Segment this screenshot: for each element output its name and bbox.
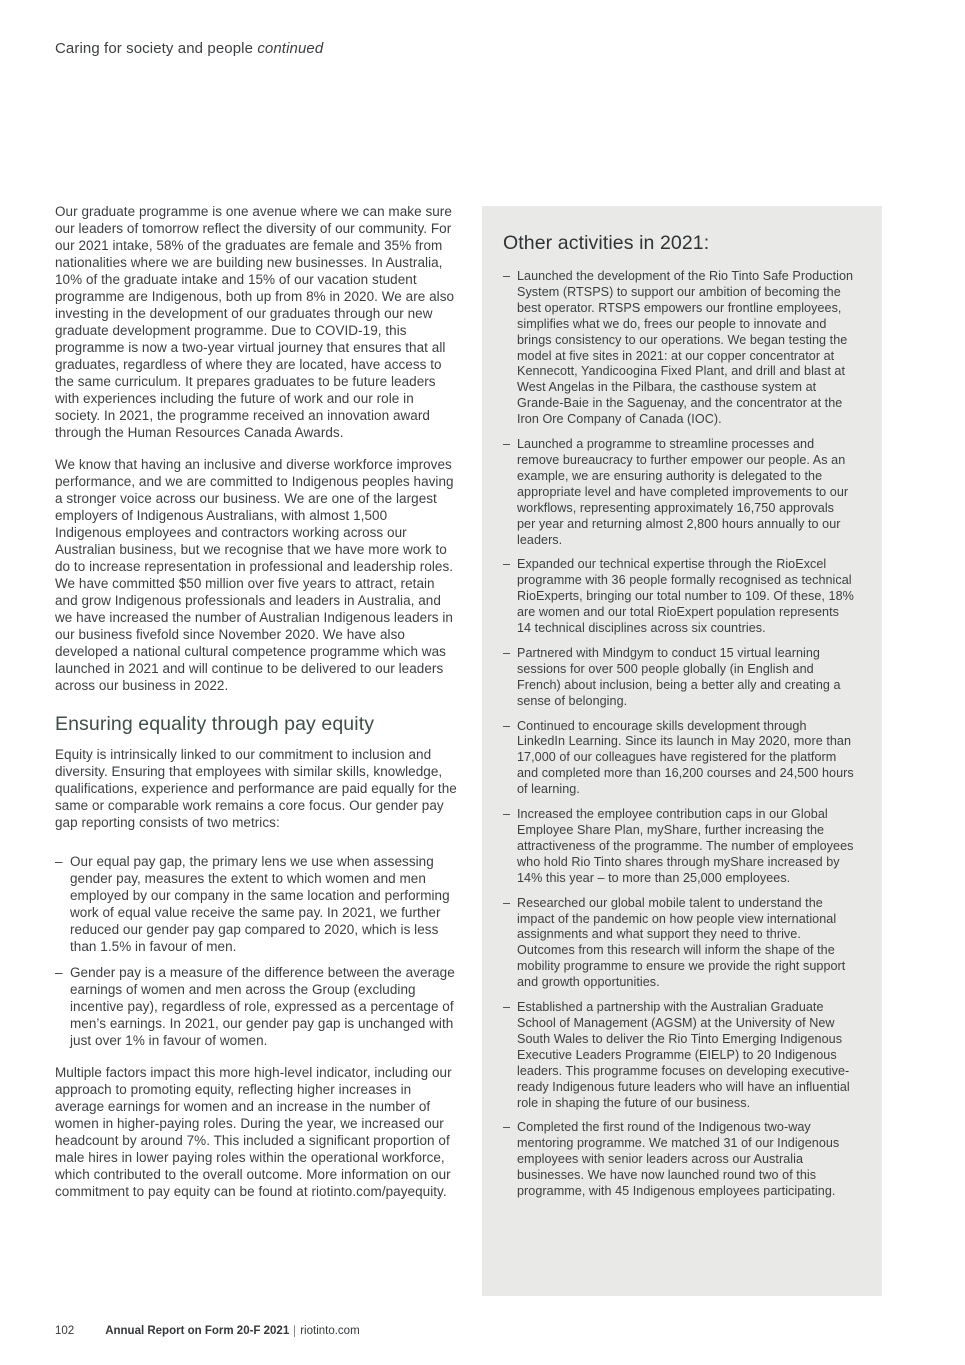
pay-equity-intro-paragraph: Equity is intrinsically linked to our commitment to inclusion and diversity. Ensuring that employees with similar skills, knowledge, qualifications, experience and performance are paid equally for the same or comparable work remains a core focus. Our gender pay gap reporting consists of two metrics: xyxy=(55,747,457,830)
graduate-programme-paragraph: Our graduate programme is one avenue where we can make sure our leaders of tomorrow reflect the diversity of our community. For our 2021 intake, 58% of the graduates are female and 35% from nationalities where we are building new businesses. In Australia, 10% of the graduate intake and 15% of our vacation student programme are Indigenous, both up from 8% in 2020. We are also investing in the development of our graduates through our new graduate development programme. Due to COVID-19, this programme is now a two-year virtual journey that ensures that all graduates, regardless of where they are located, have access to the same curriculum. It prepares graduates to be future leaders with experiences including the future of work and our role in society. In 2021, the programme received an innovation award through the Human Resources Canada Awards. xyxy=(55,204,455,440)
activity-item-rtsps: – Launched the development of the Rio Tinto Safe Production System (RTSPS) to support our ambition of becoming the best operator. RTSPS empowers our frontline employees, simplifies what we do, frees our people to innovate and brings consistency to our operations. We began testing the model at five sites in 2021: at our copper concentrator at Kennecott, Yandicoogina Fixed Plant, and drill and blast at West Angelas in the Pilbara, the casthouse system at Grande-Baie in the Saguenay, and the concentrator at the Iron Ore Company of Canada (IOC). xyxy=(503,269,854,428)
activity-item-linkedin-learning: – Continued to encourage skills development through LinkedIn Learning. Since its launch in May 2020, more than 17,000 of our colleagues have registered for the platform and completed more than 16,200 courses and 24,500 hours of learning. xyxy=(503,719,854,799)
left-column xyxy=(55,203,457,1215)
activity-item-streamline: – Launched a programme to streamline processes and remove bureaucracy to further empower our people. As an example, we are ensuring authority is delegated to the appropriate level and have completed improvements to our workflows, representing approximately 16,750 approvals per year and returning almost 2,800 hours annually to our leaders. xyxy=(503,437,854,548)
page-header-continued-label: continued xyxy=(257,40,324,57)
indigenous-workforce-paragraph: We know that having an inclusive and diverse workforce improves performance, and we are committed to Indigenous peoples having a stronger voice across our business. We are one of the largest employers of Indigenous Australians, with almost 1,500 Indigenous employees and contractors working across our Australian business, but we recognise that we have more work to do to increase representation in professional and leadership roles. We have committed $50 million over five years to attract, retain and grow Indigenous professionals and leaders in Australia, and we have increased the number of Australian Indigenous leaders in our business fivefold since November 2020. We have also developed a national cultural competence programme which was launched in 2021 and will continue to be delivered to our leaders across our business in 2022. xyxy=(55,457,454,693)
page-footer xyxy=(55,1325,360,1337)
activity-item-agsm-partnership: – Established a partnership with the Australian Graduate School of Management (AGSM) at the University of New South Wales to deliver the Rio Tinto Emerging Indigenous Executive Leaders Programme (EIELP) to 20 Indigenous leaders. This programme focuses on developing executive-ready Indigenous future leaders who will have an influential role in shaping the future of our business. xyxy=(503,1000,854,1111)
activity-item-myshare: – Increased the employee contribution caps in our Global Employee Share Plan, myShare, further increasing the attractiveness of the programme. The number of employees who hold Rio Tinto shares through myShare increased by 14% this year – to more than 25,000 employees. xyxy=(503,807,854,887)
other-activities-title: Other activities in 2021: xyxy=(503,232,710,254)
pay-equity-section-heading: Ensuring equality through pay equity xyxy=(55,713,375,735)
bullet-item-equal-pay-gap: – Our equal pay gap, the primary lens we use when assessing gender pay, measures the extent to which women and men employed by our company in the same location and performing work of equal value receive the same pay. In 2021, we further reduced our gender pay gap compared to 2020, which is less than 1.5% in favour of men. xyxy=(55,853,457,955)
other-activities-list xyxy=(503,269,854,1200)
bullet-item-gender-pay: – Gender pay is a measure of the difference between the average earnings of women and men across the Group (excluding incentive pay), regardless of role, expressed as a percentage of men’s earnings. In 2021, our gender pay gap is unchanged with just over 1% in favour of women. xyxy=(55,964,457,1049)
activity-item-mindgym: – Partnered with Mindgym to conduct 15 virtual learning sessions for over 500 people globally (in English and French) about inclusion, being a better ally and creating a sense of belonging. xyxy=(503,646,854,710)
page-number: 102 xyxy=(55,1325,75,1337)
footer-report-title: Annual Report on Form 20-F 2021 xyxy=(105,1325,290,1337)
page-header xyxy=(55,40,323,57)
other-activities-box xyxy=(482,206,882,1296)
footer-divider xyxy=(294,1325,295,1337)
pay-equity-closing-paragraph: Multiple factors impact this more high-level indicator, including our approach to promoting equity, reflecting higher increases in average earnings for women and an increase in the number of women in higher-paying roles. During the year, we increased our headcount by around 7%. This included a significant proportion of male hires in lower paying roles within the operational workforce, which contributed to the overall outcome. More information on our commitment to pay equity can be found at riotinto.com/payequity. xyxy=(55,1065,452,1199)
footer-website: riotinto.com xyxy=(300,1325,360,1337)
activity-item-mentoring: – Completed the first round of the Indigenous two-way mentoring programme. We matched 31 of our Indigenous employees with senior leaders across our Australia businesses. We have now launched round two of this programme, with 45 Indigenous employees participating. xyxy=(503,1120,854,1200)
activity-item-mobile-talent: – Researched our global mobile talent to understand the impact of the pandemic on how people view international assignments and what support they need to thrive. Outcomes from this research will inform the shape of the mobility programme to ensure we provide the right support and growth opportunities. xyxy=(503,896,854,991)
pay-gap-metrics-list xyxy=(55,853,457,1049)
page-header-title: Caring for society and people xyxy=(55,40,254,57)
activity-item-rioexcel: – Expanded our technical expertise through the RioExcel programme with 36 people formally recognised as technical RioExperts, bringing our total number to 109. Of these, 18% are women and our total RioExpert population represents 14 technical disciplines across six countries. xyxy=(503,557,854,637)
